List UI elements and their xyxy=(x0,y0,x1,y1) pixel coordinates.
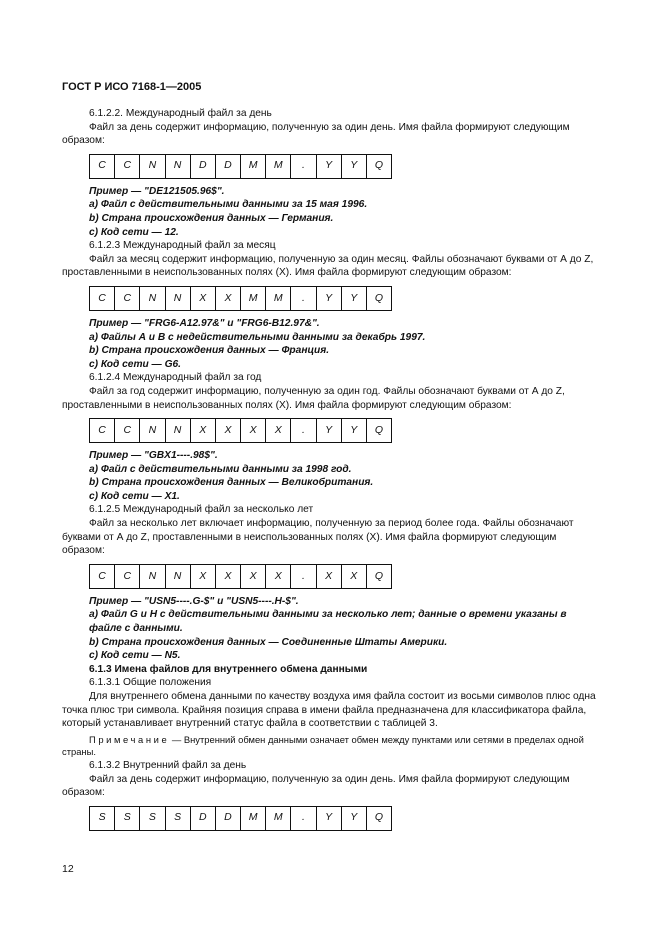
format-cell: N xyxy=(140,419,165,442)
format-cell: M xyxy=(266,287,291,310)
example-line: Пример — "DE121505.96$". xyxy=(89,185,225,197)
section-heading: 6.1.3.1 Общие положения xyxy=(89,677,212,689)
format-cell: Y xyxy=(317,287,342,310)
format-cell: C xyxy=(90,287,115,310)
format-cell: Y xyxy=(342,419,367,442)
note-label: Примечание xyxy=(89,733,170,745)
filename-format-grid xyxy=(89,806,392,831)
format-cell: M xyxy=(266,155,291,178)
example-line: а) Файл с действительными данными за 1998 год. xyxy=(89,463,352,475)
format-cell: X xyxy=(317,565,342,588)
format-cell: S xyxy=(166,807,191,830)
format-cell: N xyxy=(166,287,191,310)
format-cell: X xyxy=(191,565,216,588)
format-cell: X xyxy=(216,287,241,310)
format-cell: N xyxy=(140,565,165,588)
format-cell: X xyxy=(191,287,216,310)
example-line: b) Страна происхождения данных — Германия. xyxy=(89,212,334,224)
format-cell: M xyxy=(241,155,266,178)
format-cell: C xyxy=(115,565,140,588)
paragraph: Файл за год содержит информацию, полученную за один год. Файлы обозначают буквами от А до Z, проставленными в неиспользованных полях (X). Имя файла формируют следующим образом: xyxy=(62,385,565,411)
format-cell: D xyxy=(216,807,241,830)
format-cell: X xyxy=(342,565,367,588)
format-cell: C xyxy=(115,287,140,310)
format-cell: X xyxy=(191,419,216,442)
example-line: b) Страна происхождения данных — Франция. xyxy=(89,345,330,357)
filename-format-grid xyxy=(89,564,392,589)
example-line: с) Код сети — G6. xyxy=(89,358,181,370)
format-cell: Y xyxy=(342,287,367,310)
example-line: Пример — "GBX1----.98$". xyxy=(89,450,218,462)
format-cell: N xyxy=(166,419,191,442)
section-heading-bold: 6.1.3 Имена файлов для внутреннего обмена данными xyxy=(89,663,368,675)
section-heading: 6.1.2.5 Международный файл за несколько лет xyxy=(89,504,314,516)
format-cell: C xyxy=(90,155,115,178)
format-cell: Q xyxy=(374,291,384,304)
filename-format-grid xyxy=(89,286,392,311)
format-cell: S xyxy=(115,807,140,830)
page-content xyxy=(62,107,600,837)
format-cell: . xyxy=(291,419,316,442)
document-header: ГОСТ Р ИСО 7168-1—2005 xyxy=(62,81,202,93)
format-cell: S xyxy=(140,807,165,830)
format-cell: C xyxy=(90,419,115,442)
format-cell: X xyxy=(216,565,241,588)
example-line: а) Файлы А и В с недействительными данными за декабрь 1997. xyxy=(89,331,426,343)
format-cell: . xyxy=(291,807,316,830)
note xyxy=(62,734,600,759)
example-line: с) Код сети — 12. xyxy=(89,226,179,238)
format-cell: X xyxy=(241,419,266,442)
example-line: с) Код сети — N5. xyxy=(89,650,181,662)
format-cell: X xyxy=(266,419,291,442)
note-text: — Внутренний обмен данными означает обмен между пунктами или сетями в пределах одной страны. xyxy=(62,733,584,758)
format-cell: C xyxy=(115,155,140,178)
format-cell: Y xyxy=(317,155,342,178)
filename-format-grid xyxy=(89,154,392,179)
format-cell: N xyxy=(166,155,191,178)
format-cell: D xyxy=(191,155,216,178)
format-cell: . xyxy=(291,287,316,310)
format-cell: Y xyxy=(317,419,342,442)
format-cell: D xyxy=(216,155,241,178)
format-cell: Q xyxy=(374,569,384,582)
format-cell: X xyxy=(216,419,241,442)
page-number: 12 xyxy=(62,863,74,875)
paragraph: Файл за день содержит информацию, полученную за один день. Имя файла формируют следующим образом: xyxy=(62,121,570,147)
example-line: а) Файл с действительными данными за 15 мая 1996. xyxy=(89,199,368,211)
example-line: b) Страна происхождения данных — Соединенные Штаты Америки. xyxy=(89,636,448,648)
format-cell: D xyxy=(191,807,216,830)
format-cell: M xyxy=(241,287,266,310)
format-cell: M xyxy=(266,807,291,830)
format-cell: M xyxy=(241,807,266,830)
format-cell: C xyxy=(115,419,140,442)
format-cell: . xyxy=(291,565,316,588)
format-cell: Y xyxy=(342,807,367,830)
format-cell: . xyxy=(291,155,316,178)
section-heading: 6.1.3.2 Внутренний файл за день xyxy=(89,759,247,771)
paragraph: Файл за месяц содержит информацию, полученную за один месяц. Файлы обозначают буквами от А до Z, проставленными в неиспользованных полях (X). Имя файла формируют следующим образом: xyxy=(62,253,594,279)
format-cell: C xyxy=(90,565,115,588)
section-heading: 6.1.2.4 Международный файл за год xyxy=(89,372,262,384)
format-cell: Y xyxy=(342,155,367,178)
example-line: с) Код сети — X1. xyxy=(89,490,180,502)
format-cell: X xyxy=(266,565,291,588)
example-line: а) Файл G и Н с действительными данными за несколько лет; данные о времени указаны в файле с данными. xyxy=(89,609,567,635)
section-heading: 6.1.2.3 Международный файл за месяц xyxy=(89,240,276,252)
filename-format-grid xyxy=(89,418,392,443)
format-cell: S xyxy=(90,807,115,830)
paragraph: Файл за день содержит информацию, полученную за один день. Имя файла формируют следующим образом: xyxy=(62,773,570,799)
paragraph: Для внутреннего обмена данными по качеству воздуха имя файла состоит из восьми символов плюс одна точка плюс три символа. Крайняя позиция справа в имени файла предназначена для классификатора файла, который устанавливает внутренний статус файла в соответствии с таблицей 3. xyxy=(62,691,596,730)
example-line: Пример — "USN5----.G-$" и "USN5----.H-$". xyxy=(89,595,299,607)
format-cell: Q xyxy=(374,159,384,172)
format-cell: N xyxy=(140,155,165,178)
format-cell: N xyxy=(140,287,165,310)
example-line: Пример — "FRG6-A12.97&" и "FRG6-B12.97&". xyxy=(89,317,320,329)
paragraph: Файл за несколько лет включает информацию, полученную за период более года. Файлы обозначают буквами от А до Z, проставленными в неиспользованных полях (X). Имя файла формируют следующим образом: xyxy=(62,518,574,557)
format-cell: Q xyxy=(374,811,384,824)
format-cell: Q xyxy=(374,423,384,436)
section-heading: 6.1.2.2. Международный файл за день xyxy=(89,108,272,119)
format-cell: Y xyxy=(317,807,342,830)
format-cell: X xyxy=(241,565,266,588)
example-line: b) Страна происхождения данных — Великобритания. xyxy=(89,477,374,489)
format-cell: N xyxy=(166,565,191,588)
